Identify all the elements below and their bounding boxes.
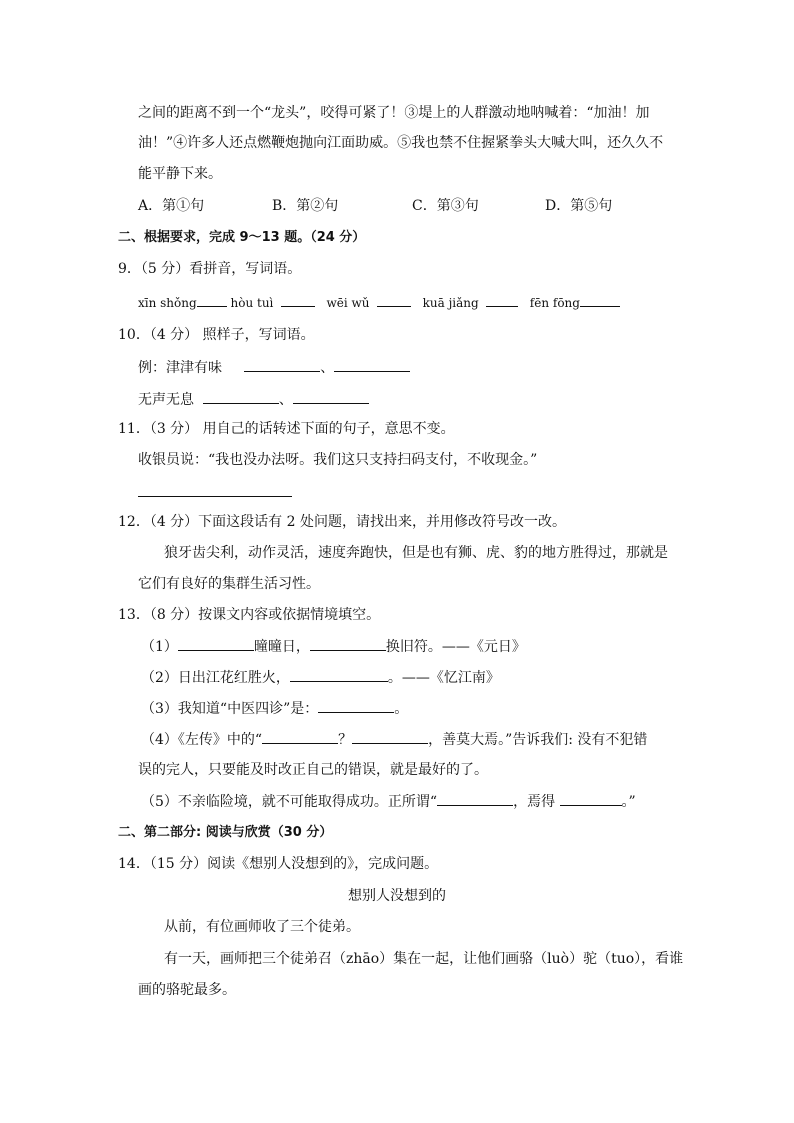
q10-sep-2: 、	[278, 392, 293, 408]
q10-word2: 无声无息	[138, 392, 194, 408]
q13-item-5-blank-2[interactable]	[560, 791, 622, 806]
q13-item-4-text-3: ，善莫大焉。”告诉我们: 没有不犯错	[428, 732, 648, 748]
q13-item-4-text-1: （4）《左传》中的“	[141, 732, 263, 748]
q10-blank-4[interactable]	[293, 389, 369, 404]
q8-line-1: 之间的距离不到一个“龙头”，咬得可紧了！③堤上的人群激动地呐喊着：“加油！加	[138, 105, 650, 121]
q10-blank-3[interactable]	[203, 389, 279, 404]
q13-item-3-text-2: 。	[394, 701, 409, 717]
section-2-heading: 二、根据要求，完成 9～13 题。（24 分）	[118, 230, 366, 245]
q13-item-4-text-2: ？	[338, 732, 353, 748]
q8-option-c[interactable]: C．第③句	[412, 198, 479, 214]
passage-paragraph-1: 从前，有位画师收了三个徒弟。	[164, 919, 360, 935]
q8-option-a[interactable]: A．第①句	[138, 198, 205, 214]
part-2-heading: 二、第二部分: 阅读与欣赏（30 分）	[118, 825, 333, 840]
q8-option-b[interactable]: B．第②句	[272, 198, 339, 214]
q13-item-4-blank-2[interactable]	[352, 729, 428, 744]
q14-stem: 14．（15 分）阅读《想别人没想到的》，完成问题。	[118, 856, 439, 872]
q13-item-5-blank-1[interactable]	[437, 791, 513, 806]
q13-item-5-text-3: 。”	[621, 794, 636, 810]
q13-item-2	[141, 667, 500, 688]
q9-blank-3[interactable]	[377, 292, 411, 307]
q9-pinyin-5: fēn fōng	[529, 296, 580, 310]
passage-title: 想别人没想到的	[348, 888, 446, 904]
q9-blank-1[interactable]	[197, 292, 227, 307]
q13-item-2-blank[interactable]	[290, 667, 388, 682]
passage-paragraph-2-line-2: 画的骆驼最多。	[138, 982, 236, 998]
q10-stem: 10．（4 分） 照样子，写词语。	[118, 327, 315, 343]
passage-paragraph-2-line-1: 有一天，画师把三个徒弟召（zhāo）集在一起，让他们画骆（luò）驼（tuo），看谁	[164, 951, 684, 967]
q13-item-5	[141, 791, 636, 812]
q8-option-d[interactable]: D．第⑤句	[545, 198, 613, 214]
q12-passage-line-2: 它们有良好的集群生活习性。	[138, 576, 320, 592]
q9-pinyin-1: xīn shǒng	[138, 296, 197, 310]
q9-blank-4[interactable]	[486, 292, 518, 307]
q13-item-3-text-1: （3）我知道“中医四诊”是：	[141, 701, 319, 717]
q10-blank-2[interactable]	[334, 357, 410, 372]
q10-blank-1[interactable]	[244, 357, 320, 372]
q13-item-4	[141, 729, 647, 750]
q13-item-4-line-2: 误的完人，只要能及时改正自己的错误，就是最好的了。	[138, 762, 488, 778]
q13-item-1-blank-1[interactable]	[178, 636, 254, 651]
q13-item-5-text-2: ，焉得	[513, 794, 556, 810]
q11-quote: 收银员说：“我也没办法呀。我们这只支持扫码支付，不收现金。”	[138, 452, 538, 468]
q13-item-1	[141, 636, 526, 657]
q9-pinyin-4: kuā jiǎng	[422, 296, 479, 310]
q13-item-2-text-2: 。——《忆江南》	[387, 670, 500, 686]
q8-line-3: 能平静下来。	[138, 166, 222, 182]
q8-line-2: 油！”④许多人还点燃鞭炮抛向江面助威。⑤我也禁不住握紧拳头大喊大叫，还久久不	[138, 135, 664, 151]
q13-item-2-text-1: （2）日出江花红胜火，	[141, 670, 290, 686]
q9-stem: 9．（5 分）看拼音，写词语。	[118, 261, 302, 277]
q13-stem: 13．（8 分）按课文内容或依据情境填空。	[118, 607, 381, 623]
q13-item-3	[141, 698, 408, 719]
q9-pinyin-2: hòu tuì	[230, 296, 274, 310]
q13-item-1-label: （1）	[141, 639, 178, 655]
q12-stem: 12．（4 分）下面这段话有 2 处问题，请找出来，并用修改符号改一改。	[118, 514, 566, 530]
q12-passage-line-1: 狼牙齿尖利，动作灵活，速度奔跑快，但是也有狮、虎、豹的地方胜得过，那就是	[164, 545, 668, 561]
q10-example: 例：津津有味	[138, 360, 222, 376]
q9-blank-5[interactable]	[580, 292, 620, 307]
q9-blank-2[interactable]	[281, 292, 315, 307]
q13-item-4-blank-1[interactable]	[262, 729, 338, 744]
q11-stem: 11．（3 分） 用自己的话转述下面的句子，意思不变。	[118, 421, 455, 437]
q13-item-1-text-1: 曈曈日，	[253, 639, 310, 655]
q10-sep-1: 、	[320, 360, 335, 376]
q13-item-1-blank-2[interactable]	[310, 636, 386, 651]
q13-item-3-blank[interactable]	[318, 698, 394, 713]
q13-item-1-text-2: 换旧符。——《元日》	[385, 639, 526, 655]
q10-word2-row	[138, 389, 369, 410]
q13-item-5-text-1: （5）不亲临险境，就不可能取得成功。正所谓“	[141, 794, 438, 810]
q11-answer-line[interactable]	[138, 496, 292, 497]
q9-pinyin-3: wēi wǔ	[326, 296, 370, 310]
q9-pinyin-row	[138, 292, 620, 313]
q10-example-row	[138, 357, 410, 378]
